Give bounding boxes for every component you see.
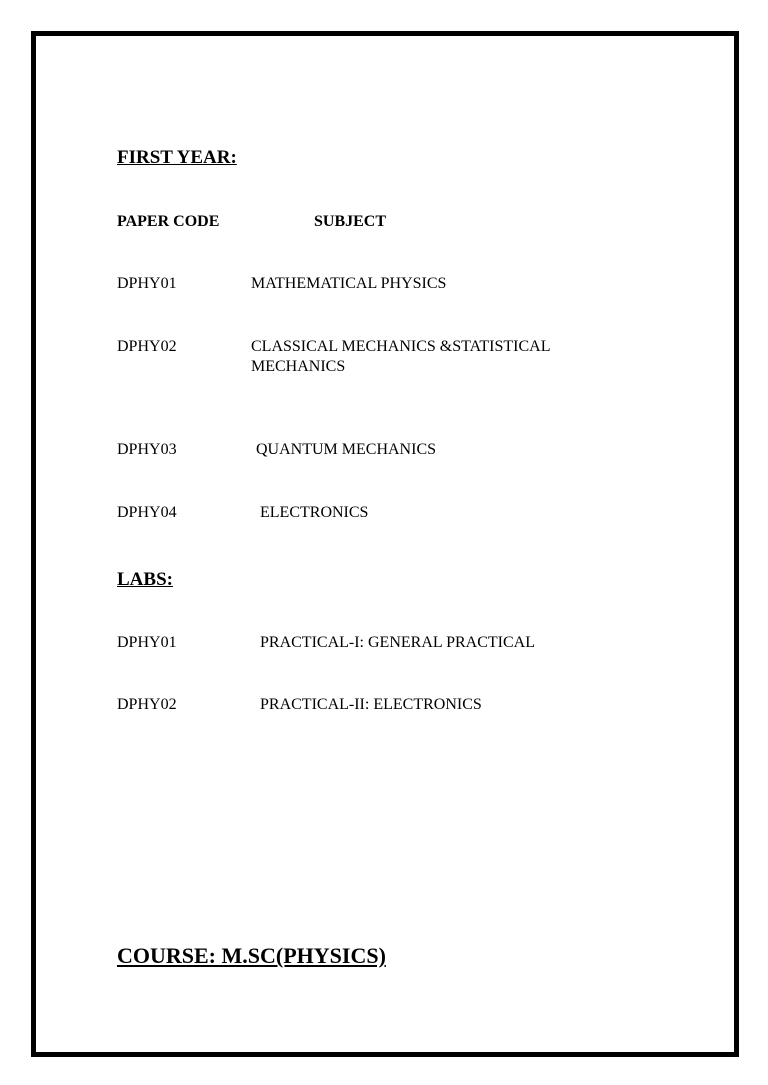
lab-code: DPHY01 [117, 634, 177, 651]
lab-code: DPHY02 [117, 696, 177, 713]
paper-subject-continued: MECHANICS [251, 358, 346, 375]
paper-code: DPHY04 [117, 504, 177, 521]
paper-subject: ELECTRONICS [260, 504, 369, 521]
paper-code: DPHY01 [117, 275, 177, 292]
course-title: COURSE: M.SC(PHYSICS) [117, 943, 386, 968]
labs-heading: LABS: [117, 569, 173, 590]
page-border [31, 31, 739, 1057]
subject-column-header: SUBJECT [314, 213, 387, 230]
paper-code: DPHY03 [117, 441, 177, 458]
paper-subject: QUANTUM MECHANICS [256, 441, 437, 458]
lab-subject: PRACTICAL-I: GENERAL PRACTICAL [260, 634, 535, 651]
lab-subject: PRACTICAL-II: ELECTRONICS [260, 696, 482, 713]
paper-subject: MATHEMATICAL PHYSICS [251, 275, 447, 292]
first-year-heading: FIRST YEAR: [117, 147, 237, 168]
paper-code-column-header: PAPER CODE [117, 213, 220, 230]
paper-subject: CLASSICAL MECHANICS &STATISTICAL [251, 338, 551, 355]
paper-code: DPHY02 [117, 338, 177, 355]
